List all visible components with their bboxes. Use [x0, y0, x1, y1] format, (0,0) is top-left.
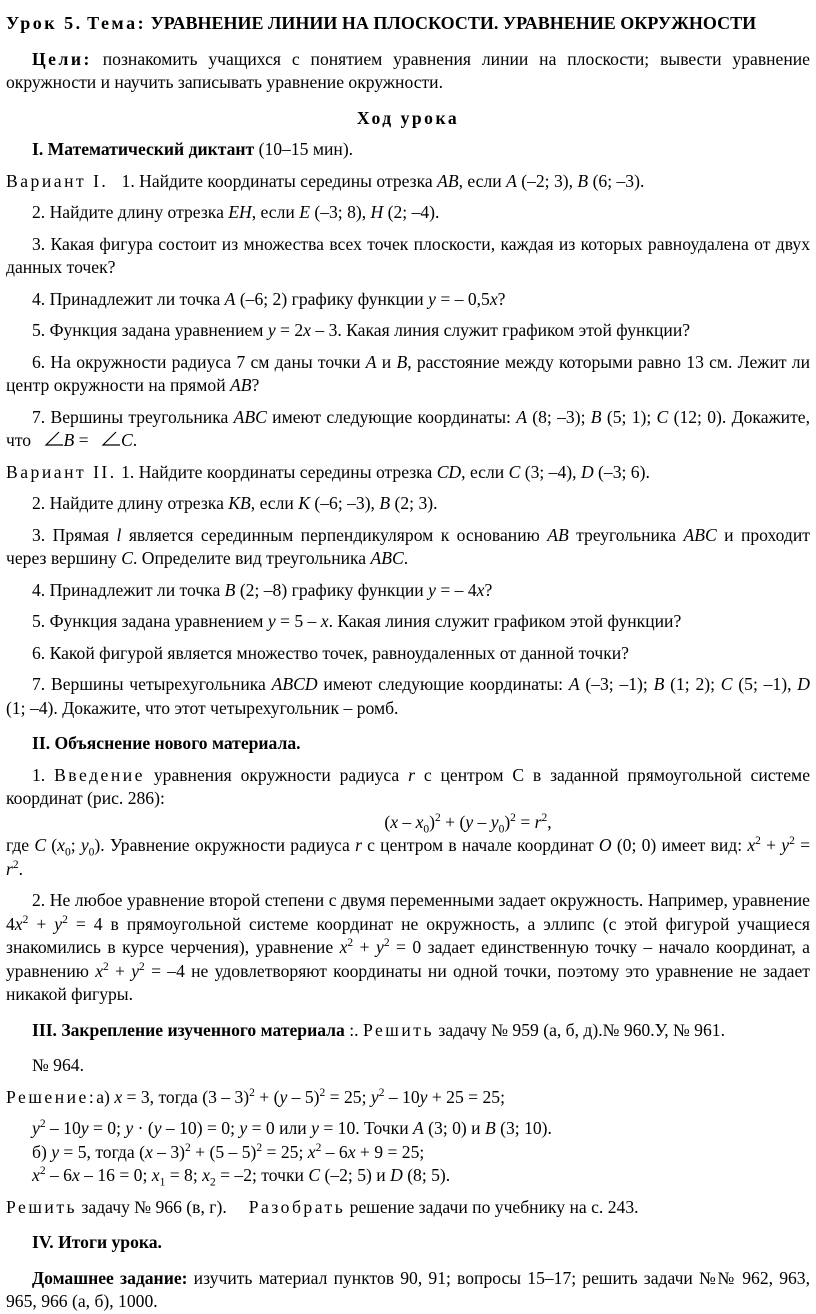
- homework-paragraph: Домашнее задание: изучить материал пунктов 90, 91; вопросы 15–17; решить задачи №№ 962, 963, 965, 966 (а, б), 1000.: [6, 1267, 810, 1311]
- section3-heading: III. Закрепление изученного материала :. Решить задачу № 959 (а, б, д).№ 960.У, № 961.: [32, 1019, 725, 1040]
- variant2-q3: 3. Прямая l является серединным перпендикуляром к основанию AB треугольника ABC и проходит через вершину C. Определите вид треугольника ABC.: [6, 524, 810, 568]
- variant1-q5: 5. Функция задана уравнением y = 2x – 3. Какая линия служит графиком этой функции?: [32, 320, 691, 340]
- variant1-q1: Вариант I. 1. Найдите координаты середины отрезка AB, если A (–2; 3), B (6; –3).: [6, 170, 645, 191]
- circle-equation: $(x - x_0)^2 + (y - y_0)^2 = r^2$,: [384, 811, 552, 836]
- solution-line-2: $y^2 - 10y = 0$; y · (y – 10) = 0; y = 0 или y = 10. Точки A (3; 0) и B (3; 10).: [32, 1118, 552, 1138]
- topic-label: Тема:: [87, 13, 147, 33]
- variant1-q2: 2. Найдите длину отрезка EH, если E (–3; 8), H (2; –4).: [32, 202, 440, 222]
- lesson-label: Урок 5.: [6, 13, 83, 33]
- variant2-q4: 4. Принадлежит ли точка B (2; –8) графику функции y = – 4x?: [32, 579, 493, 600]
- variant1-q6: 6. На окружности радиуса 7 см даны точки A и B, расстояние между которыми равно 13 см. Лежит ли центр окружности на прямой AB?: [6, 351, 810, 395]
- goals-paragraph: [6, 48, 810, 95]
- variant1-q4: 4. Принадлежит ли точка A (–6; 2) графику функции y = – 0,5x?: [32, 288, 506, 309]
- variant1-q7: 7. Вершины треугольника ABC имеют следующие координаты: A (8; –3); B (5; 1); C (12; 0). Докажите, что B = C.: [6, 406, 810, 450]
- variant2-q2: 2. Найдите длину отрезка KB, если K (–6; –3), B (2; 3).: [32, 493, 438, 513]
- angle-icon: [101, 431, 121, 447]
- task-964: № 964.: [32, 1055, 84, 1075]
- variant2-q6: 6. Какой фигурой является множество точек, равноудаленных от данной точки?: [32, 642, 629, 663]
- section2-p2: где C ($x_0$; $y_0$). Уравнение окружности радиуса r с центром в начале координат O (0; 0) имеет вид: $x^2 + y^2 = r^2$.: [6, 835, 810, 879]
- solution-line-3: б) y = 5, тогда (x – 3)$^2$ + (5 – 5)$^2$ = 25; $x^2 - 6x + 9 = 25$;: [32, 1141, 425, 1162]
- lesson-title: [6, 12, 810, 36]
- topic-text: УРАВНЕНИЕ ЛИНИИ НА ПЛОСКОСТИ. УРАВНЕНИЕ ОКРУЖНОСТИ: [150, 13, 757, 33]
- solution-line-4: $x^2 - 6x - 16 = 0$; $x_1 = 8$; $x_2 = -2$; точки C (–2; 5) и D (8; 5).: [32, 1165, 451, 1189]
- variant2-q7: 7. Вершины четырехугольника ABCD имеют следующие координаты: A (–3; –1); B (1; 2); C (5; –1), D (1; –4). Докажите, что этот четырехугольник – ромб.: [6, 674, 810, 718]
- variant2-q5: 5. Функция задана уравнением y = 5 – x. Какая линия служит графиком этой функции?: [32, 611, 682, 631]
- section4-heading: IV. Итоги урока.: [32, 1232, 162, 1252]
- variant2-q1: Вариант II. 1. Найдите координаты середины отрезка CD, если C (3; –4), D (–3; 6).: [6, 461, 650, 482]
- angle-icon: [44, 431, 64, 447]
- section2-heading: II. Объяснение нового материала.: [32, 733, 301, 753]
- section2-p1: 1. Введение уравнения окружности радиуса r с центром С в заданной прямоугольной системе координат (рис. 286):: [6, 764, 810, 808]
- course-heading: Ход урока: [356, 107, 460, 128]
- section2-p3: 2. Не любое уравнение второй степени с двумя переменными задает окружность. Например, уравнение $4x^2 + y^2 = 4$ в прямоугольной системе координат не окружность, а эллипс (с этой фигурой учащиеся знакомились в курсе черчения), уравнение $x^2 + y^2 = 0$ задает единственную точку – начало координат, а уравнению $x^2 + y^2 = -4$ не удовлетворяют координаты ни одной точки, поэтому это уравнение не задает никакой фигуры.: [6, 890, 810, 1004]
- variant1-q3: 3. Какая фигура состоит из множества всех точек плоскости, каждая из которых равноудалена от двух данных точек?: [6, 233, 810, 277]
- solve-and-analyze-line: Решить задачу № 966 (в, г). Разобрать решение задачи по учебнику на с. 243.: [6, 1196, 639, 1217]
- goals-text: познакомить учащихся с понятием уравнения линии на плоскости; вывести уравнение окружности и научить записывать уравнение окружности.: [6, 48, 810, 92]
- section1-heading: I. Математический диктант (10–15 мин).: [32, 139, 354, 159]
- goals-label: Цели:: [32, 48, 92, 69]
- solution-line-1: Решение:а) x = 3, тогда (3 – 3)$^2$ + (y – 5)$^2$ = 25; $y^2 - 10y + 25 = 25$;: [6, 1086, 505, 1107]
